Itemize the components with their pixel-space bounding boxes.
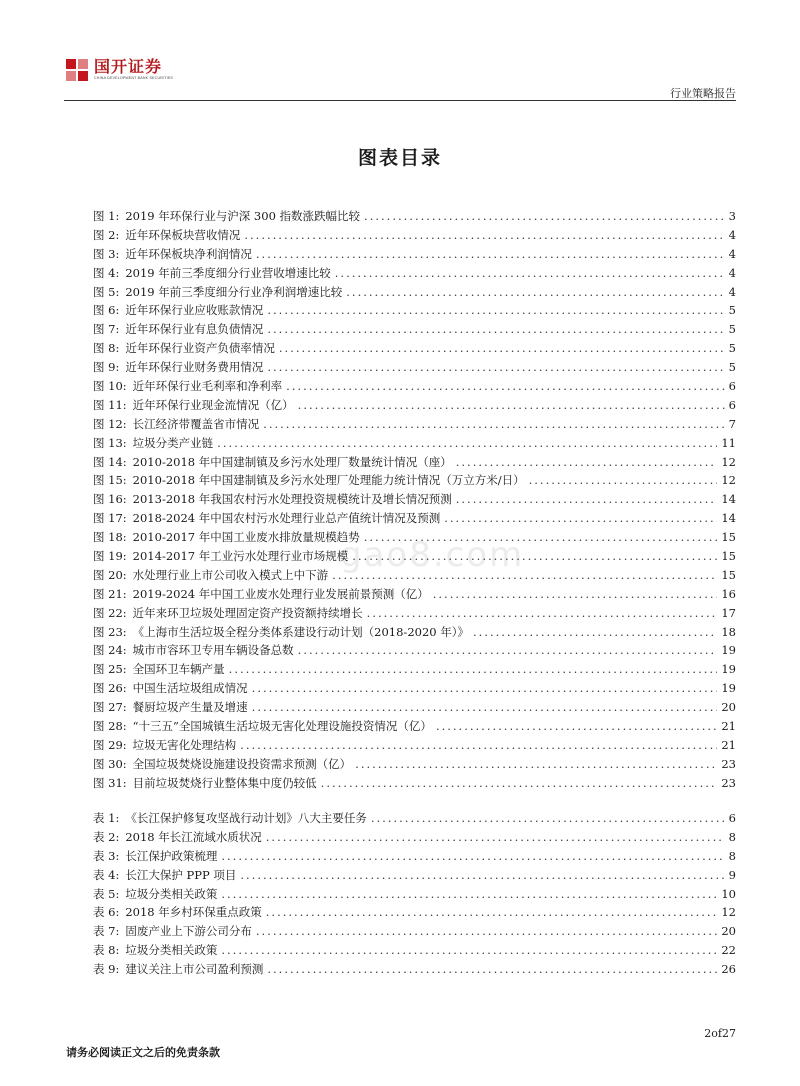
figure-entry[interactable] (93, 661, 736, 680)
toc-entry-title: 2010-2018 年中国建制镇及乡污水处理厂处理能力统计情况（万立方米/日） (132, 473, 525, 488)
figure-entry[interactable] (93, 491, 736, 510)
toc-entry-title: 近年环保行业现金流情况（亿） (132, 397, 294, 412)
toc-entry-label: 图 2: (93, 227, 120, 242)
toc-entry-page: 19 (721, 662, 736, 677)
toc-leader-dots (346, 285, 724, 299)
toc-entry-label: 图 22: (93, 605, 127, 620)
toc-entry-title: 近年环保板块营收情况 (125, 227, 241, 242)
toc-entry-title: 2019-2024 年中国工业废水处理行业发展前景预测（亿） (132, 586, 429, 601)
toc-leader-dots (433, 587, 718, 601)
toc-entry-label: 图 12: (93, 416, 127, 431)
figure-entry[interactable] (93, 510, 736, 529)
toc-entry-page: 17 (721, 605, 736, 620)
toc-leader-dots (352, 549, 717, 563)
toc-leader-dots (436, 719, 717, 733)
toc-entry-page: 26 (721, 962, 736, 977)
toc-entry-page: 5 (728, 322, 736, 337)
toc-entry-label: 图 17: (93, 511, 127, 526)
toc-entry-title: 长江经济带覆盖省市情况 (132, 416, 260, 431)
figure-entry[interactable] (93, 472, 736, 491)
toc-entry-page: 8 (728, 848, 736, 863)
figure-entry[interactable] (93, 208, 736, 227)
toc-entry-page: 12 (721, 454, 736, 469)
toc-entry-label: 图 4: (93, 265, 120, 280)
toc-entry-label: 图 10: (93, 379, 127, 394)
toc-entry-title: 2019 年前三季度细分行业净利润增速比较 (125, 284, 343, 299)
toc-entry-label: 表 3: (93, 848, 120, 863)
toc-entry-label: 表 5: (93, 886, 120, 901)
toc-entry-title: 近年环保行业毛利率和净利率 (132, 379, 283, 394)
toc-entry-page: 9 (728, 867, 736, 882)
figure-entry[interactable] (93, 265, 736, 284)
toc-leader-dots (229, 662, 718, 676)
toc-entry-label: 图 30: (93, 756, 127, 771)
toc-entry-page: 3 (728, 209, 736, 223)
toc-entry-page: 19 (721, 681, 736, 696)
toc-entry-title: 近年环保行业资产负债率情况 (125, 341, 275, 356)
page-header (64, 52, 736, 100)
figure-entry[interactable] (93, 529, 736, 548)
toc-entry-page: 5 (728, 303, 736, 318)
toc-entry-title: 垃圾无害化处理结构 (132, 737, 237, 752)
logo-cn-text: 国开证券 (94, 57, 163, 76)
figure-entry[interactable] (93, 416, 736, 435)
figure-entry[interactable] (93, 435, 736, 454)
toc-entry-title: 2010-2018 年中国建制镇及乡污水处理厂数量统计情况（座） (132, 454, 452, 469)
toc-leader-dots (286, 379, 725, 393)
toc-entry-title: 2014-2017 年工业污水处理行业市场规模 (132, 549, 349, 564)
toc-leader-dots (267, 303, 724, 317)
figure-entry[interactable] (93, 756, 736, 775)
figure-entry[interactable] (93, 680, 736, 699)
toc-entry-label: 图 25: (93, 662, 127, 677)
toc-entry-label: 图 21: (93, 586, 127, 601)
toc-entry-page: 12 (721, 473, 736, 488)
toc-entry-page: 21 (721, 737, 736, 752)
company-logo (66, 58, 173, 81)
toc-entry-label: 表 2: (93, 829, 120, 844)
toc-leader-dots (529, 473, 718, 487)
toc-leader-dots (267, 962, 717, 976)
toc-leader-dots (364, 530, 718, 544)
toc-entry-title: 2019 年环保行业与沪深 300 指数涨跌幅比较 (125, 209, 361, 223)
table-entry[interactable] (93, 942, 736, 961)
toc-leader-dots (266, 905, 718, 919)
toc-entry-label: 图 23: (93, 624, 127, 639)
toc-entry-title: 《上海市生活垃圾全程分类体系建设行动计划（2018-2020 年）》 (132, 624, 469, 639)
figure-entry[interactable] (93, 586, 736, 605)
toc-entry-page: 15 (721, 567, 736, 582)
figure-entry[interactable] (93, 246, 736, 265)
toc-entry-label: 图 29: (93, 737, 127, 752)
toc-entry-page: 22 (721, 943, 736, 958)
toc-entry-label: 图 28: (93, 719, 127, 734)
figure-entry[interactable] (93, 284, 736, 303)
toc-entry-title: 近年环保板块净利润情况 (125, 246, 252, 261)
toc-leader-dots (263, 417, 725, 431)
figure-entry[interactable] (93, 397, 736, 416)
toc-entry-page: 5 (728, 341, 736, 356)
logo-en-text: CHINA DEVELOPMENT BANK SECURITIES (94, 76, 174, 80)
toc-leader-dots (355, 757, 717, 771)
toc-entry-page: 16 (721, 586, 736, 601)
toc-leader-dots (256, 247, 725, 261)
toc-entry-label: 表 7: (93, 924, 120, 939)
toc-entry-title: 全国环卫车辆产量 (132, 662, 225, 677)
toc-entry-page: 12 (721, 905, 736, 920)
toc-entry-label: 表 4: (93, 867, 120, 882)
toc-entry-label: 图 8: (93, 341, 120, 356)
toc-entry-label: 图 20: (93, 567, 127, 582)
toc-entry-label: 图 18: (93, 530, 127, 545)
header-divider (64, 100, 736, 101)
toc-entry-title: 垃圾分类相关政策 (125, 886, 218, 901)
table-entry[interactable] (93, 810, 736, 829)
table-list (93, 810, 736, 980)
toc-entry-page: 23 (721, 756, 736, 771)
toc-entry-label: 图 26: (93, 681, 127, 696)
figure-entry[interactable] (93, 227, 736, 246)
toc-entry-page: 4 (728, 246, 736, 261)
figure-entry[interactable] (93, 718, 736, 737)
toc-entry-title: 近年来环卫垃圾处理固定资产投资额持续增长 (132, 605, 363, 620)
toc-entry-title: “十三五”全国城镇生活垃圾无害化处理设施投资情况（亿） (132, 719, 432, 734)
toc-entry-title: 水处理行业上市公司收入模式上中下游 (132, 567, 329, 582)
toc-leader-dots (371, 811, 725, 825)
toc-entry-page: 4 (728, 284, 736, 299)
toc-leader-dots (252, 700, 718, 714)
page-number: 2of27 (704, 1027, 736, 1040)
toc-leader-dots (456, 492, 718, 506)
toc-entry-title: 近年环保行业财务费用情况 (125, 360, 264, 375)
toc-entry-title: 中国生活垃圾组成情况 (132, 681, 248, 696)
toc-entry-title: 2018-2024 年中国农村污水处理行业总产值统计情况及预测 (132, 511, 441, 526)
toc-leader-dots (267, 322, 724, 336)
table-entry[interactable] (93, 848, 736, 867)
toc-entry-label: 图 11: (93, 397, 127, 412)
toc-entry-label: 图 1: (93, 209, 120, 223)
toc-entry-title: 固废产业上下游公司分布 (125, 924, 252, 939)
toc-leader-dots (444, 511, 717, 525)
toc-entry-label: 图 19: (93, 549, 127, 564)
page-title: 图表目录 (357, 147, 442, 169)
toc-entry-label: 表 9: (93, 962, 120, 977)
toc-entry-page: 15 (721, 549, 736, 564)
toc-entry-page: 18 (721, 624, 736, 639)
toc-entry-title: 2019 年前三季度细分行业营收增速比较 (125, 265, 331, 280)
toc-entry-page: 20 (721, 700, 736, 715)
toc-leader-dots (217, 436, 717, 450)
toc-leader-dots (321, 776, 718, 790)
toc-entry-title: 全国垃圾焚烧设施建设投资需求预测（亿） (132, 756, 352, 771)
toc-entry-page: 6 (728, 397, 736, 412)
toc-entry-title: 近年环保行业应收账款情况 (125, 303, 264, 318)
toc-entry-page: 15 (721, 530, 736, 545)
report-type-label: 行业策略报告 (670, 87, 736, 100)
toc-leader-dots (367, 606, 718, 620)
figure-entry[interactable] (93, 378, 736, 397)
figure-list (93, 208, 736, 794)
toc-entry-title: 目前垃圾焚烧行业整体集中度仍较低 (132, 775, 317, 790)
disclaimer-text: 请务必阅读正文之后的免责条款 (66, 1046, 220, 1059)
toc-entry-title: 近年环保行业有息负债情况 (125, 322, 264, 337)
toc-entry-label: 图 31: (93, 775, 127, 790)
toc-entry-label: 图 15: (93, 473, 127, 488)
toc-entry-page: 21 (721, 719, 736, 734)
figure-entry[interactable] (93, 548, 736, 567)
toc-leader-dots (252, 681, 718, 695)
watermark: gao8.com (340, 535, 525, 575)
toc-leader-dots (332, 568, 717, 582)
toc-entry-title: 建议关注上市公司盈利预测 (125, 962, 264, 977)
toc-entry-page: 6 (728, 379, 736, 394)
toc-entry-page: 7 (728, 416, 736, 431)
toc-entry-label: 图 24: (93, 643, 127, 658)
table-entry[interactable] (93, 961, 736, 980)
toc-leader-dots (266, 830, 725, 844)
toc-leader-dots (298, 643, 718, 657)
figure-entry[interactable] (93, 775, 736, 794)
toc-entry-label: 图 5: (93, 284, 120, 299)
toc-entry-title: 《长江保护修复攻坚战行动计划》八大主要任务 (125, 811, 367, 825)
toc-entry-label: 表 8: (93, 943, 120, 958)
toc-leader-dots (221, 887, 717, 901)
toc-entry-title: 2013-2018 年我国农村污水处理投资规模统计及增长情况预测 (132, 492, 452, 507)
toc-leader-dots (456, 455, 718, 469)
figure-entry[interactable] (93, 302, 736, 321)
toc-leader-dots (335, 266, 725, 280)
table-entry[interactable] (93, 923, 736, 942)
table-entry[interactable] (93, 886, 736, 905)
figure-entry[interactable] (93, 454, 736, 473)
toc-entry-page: 14 (721, 492, 736, 507)
toc-entry-label: 图 14: (93, 454, 127, 469)
toc-entry-page: 11 (721, 435, 736, 450)
toc-leader-dots (267, 360, 724, 374)
figure-entry[interactable] (93, 340, 736, 359)
figure-entry[interactable] (93, 359, 736, 378)
toc-entry-page: 19 (721, 643, 736, 658)
toc-entry-title: 2018 年乡村环保重点政策 (125, 905, 262, 920)
figure-entry[interactable] (93, 321, 736, 340)
toc-entry-label: 图 27: (93, 700, 127, 715)
toc-entry-label: 表 6: (93, 905, 120, 920)
toc-entry-page: 5 (728, 360, 736, 375)
toc-entry-label: 图 9: (93, 360, 120, 375)
toc-leader-dots (473, 625, 717, 639)
toc-entry-title: 2018 年长江流域水质状况 (125, 829, 262, 844)
toc-entry-page: 23 (721, 775, 736, 790)
figure-entry[interactable] (93, 699, 736, 718)
toc-entry-label: 图 7: (93, 322, 120, 337)
figure-entry[interactable] (93, 737, 736, 756)
figure-entry[interactable] (93, 624, 736, 643)
toc-entry-page: 4 (728, 265, 736, 280)
toc-leader-dots (221, 943, 717, 957)
table-entry[interactable] (93, 867, 736, 886)
figure-entry[interactable] (93, 605, 736, 624)
toc-entry-title: 长江保护政策梳理 (125, 848, 218, 863)
table-entry[interactable] (93, 904, 736, 923)
toc-entry-title: 城市市容环卫专用车辆设备总数 (132, 643, 294, 658)
toc-leader-dots (244, 228, 724, 242)
toc-leader-dots (256, 924, 718, 938)
toc-entry-page: 8 (728, 829, 736, 844)
toc-entry-title: 2010-2017 年中国工业废水排放量规模趋势 (132, 530, 360, 545)
toc-entry-page: 10 (721, 886, 736, 901)
toc-entry-title: 长江大保护 PPP 项目 (125, 867, 237, 882)
toc-entry-label: 图 6: (93, 303, 120, 318)
toc-entry-label: 图 3: (93, 246, 120, 261)
table-entry[interactable] (93, 829, 736, 848)
logo-mark-icon (66, 59, 88, 81)
figure-entry[interactable] (93, 642, 736, 661)
toc-entry-title: 餐厨垃圾产生量及增速 (132, 700, 248, 715)
toc-entry-title: 垃圾分类相关政策 (125, 943, 218, 958)
toc-entry-page: 4 (728, 227, 736, 242)
toc-leader-dots (221, 849, 724, 863)
toc-leader-dots (364, 209, 725, 223)
toc-entry-page: 20 (721, 924, 736, 939)
toc-entry-label: 图 13: (93, 435, 127, 450)
figure-entry[interactable] (93, 567, 736, 586)
toc-leader-dots (298, 398, 725, 412)
toc-leader-dots (279, 341, 725, 355)
toc-entry-label: 表 1: (93, 811, 120, 825)
toc-entry-page: 14 (721, 511, 736, 526)
toc-entry-title: 垃圾分类产业链 (132, 435, 214, 450)
toc-entry-page: 6 (728, 811, 736, 825)
toc-entry-label: 图 16: (93, 492, 127, 507)
toc-leader-dots (240, 868, 724, 882)
toc-leader-dots (240, 738, 717, 752)
